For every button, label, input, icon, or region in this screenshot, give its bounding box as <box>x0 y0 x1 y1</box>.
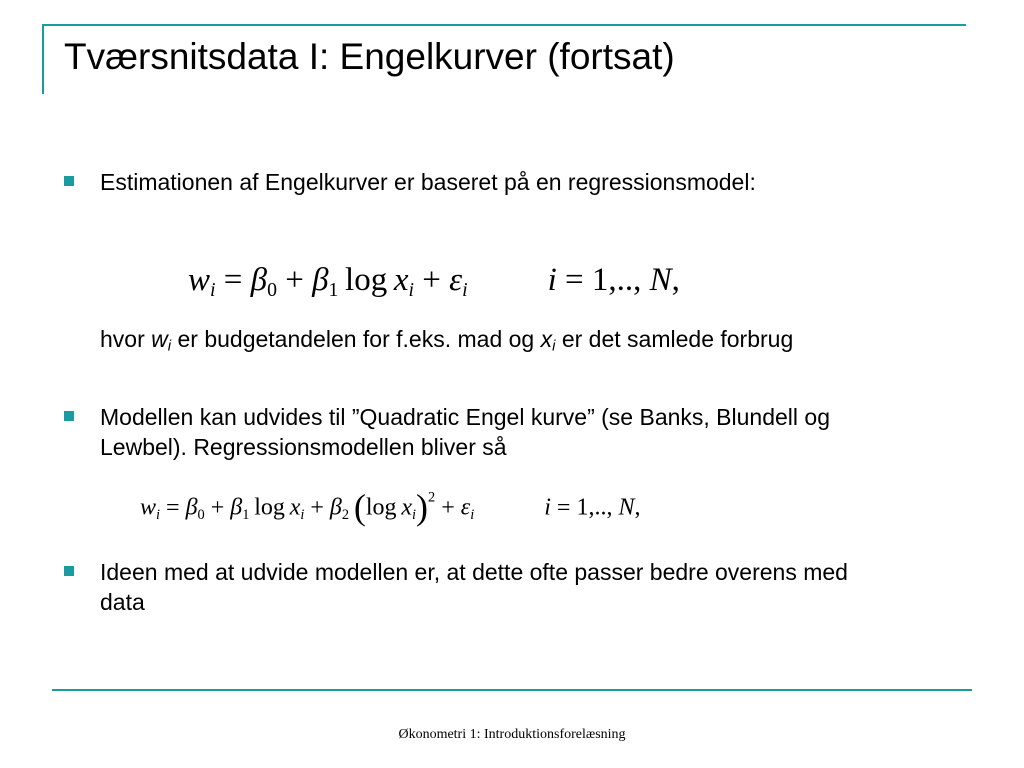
formula-engel-linear: $w_i = \beta_0 + \beta_1$ $\log x_i + \varepsilon_i$ i = 1,.., N, <box>188 262 680 301</box>
square-bullet-icon <box>64 566 74 576</box>
top-frame-line <box>44 24 966 26</box>
bullet-item-2 <box>64 402 884 462</box>
bullet-item-3 <box>64 557 884 617</box>
bullet-text-2: Modellen kan udvides til ”Quadratic Engel kurve” (se Banks, Blundell og Lewbel). Regressionsmodellen bliver så <box>100 404 830 460</box>
bullet-text-1: Estimationen af Engelkurver er baseret på en regressionsmodel: <box>100 169 756 195</box>
bullet-text-3: Ideen med at udvide modellen er, at dette ofte passer bedre overens med data <box>100 559 848 615</box>
formula-engel-quadratic: $w_i = \beta_0 + \beta_1$ $\log x_i + \beta_2$ (log $x_i)^2 + \varepsilon_i$ i = 1,.., N, <box>140 487 641 527</box>
left-frame-line <box>42 24 44 94</box>
formula-explanation: hvor $w_i$ er budgetandelen for f.eks. mad og $x_i$ er det samlede forbrug <box>100 326 794 355</box>
footer-text: Økonometri 1: Introduktionsforelæsning <box>398 727 626 742</box>
bullet-item-1 <box>64 167 884 197</box>
footer-divider <box>52 689 972 691</box>
square-bullet-icon <box>64 176 74 186</box>
slide-title: Tværsnitsdata I: Engelkurver (fortsat) <box>64 36 675 77</box>
square-bullet-icon <box>64 411 74 421</box>
